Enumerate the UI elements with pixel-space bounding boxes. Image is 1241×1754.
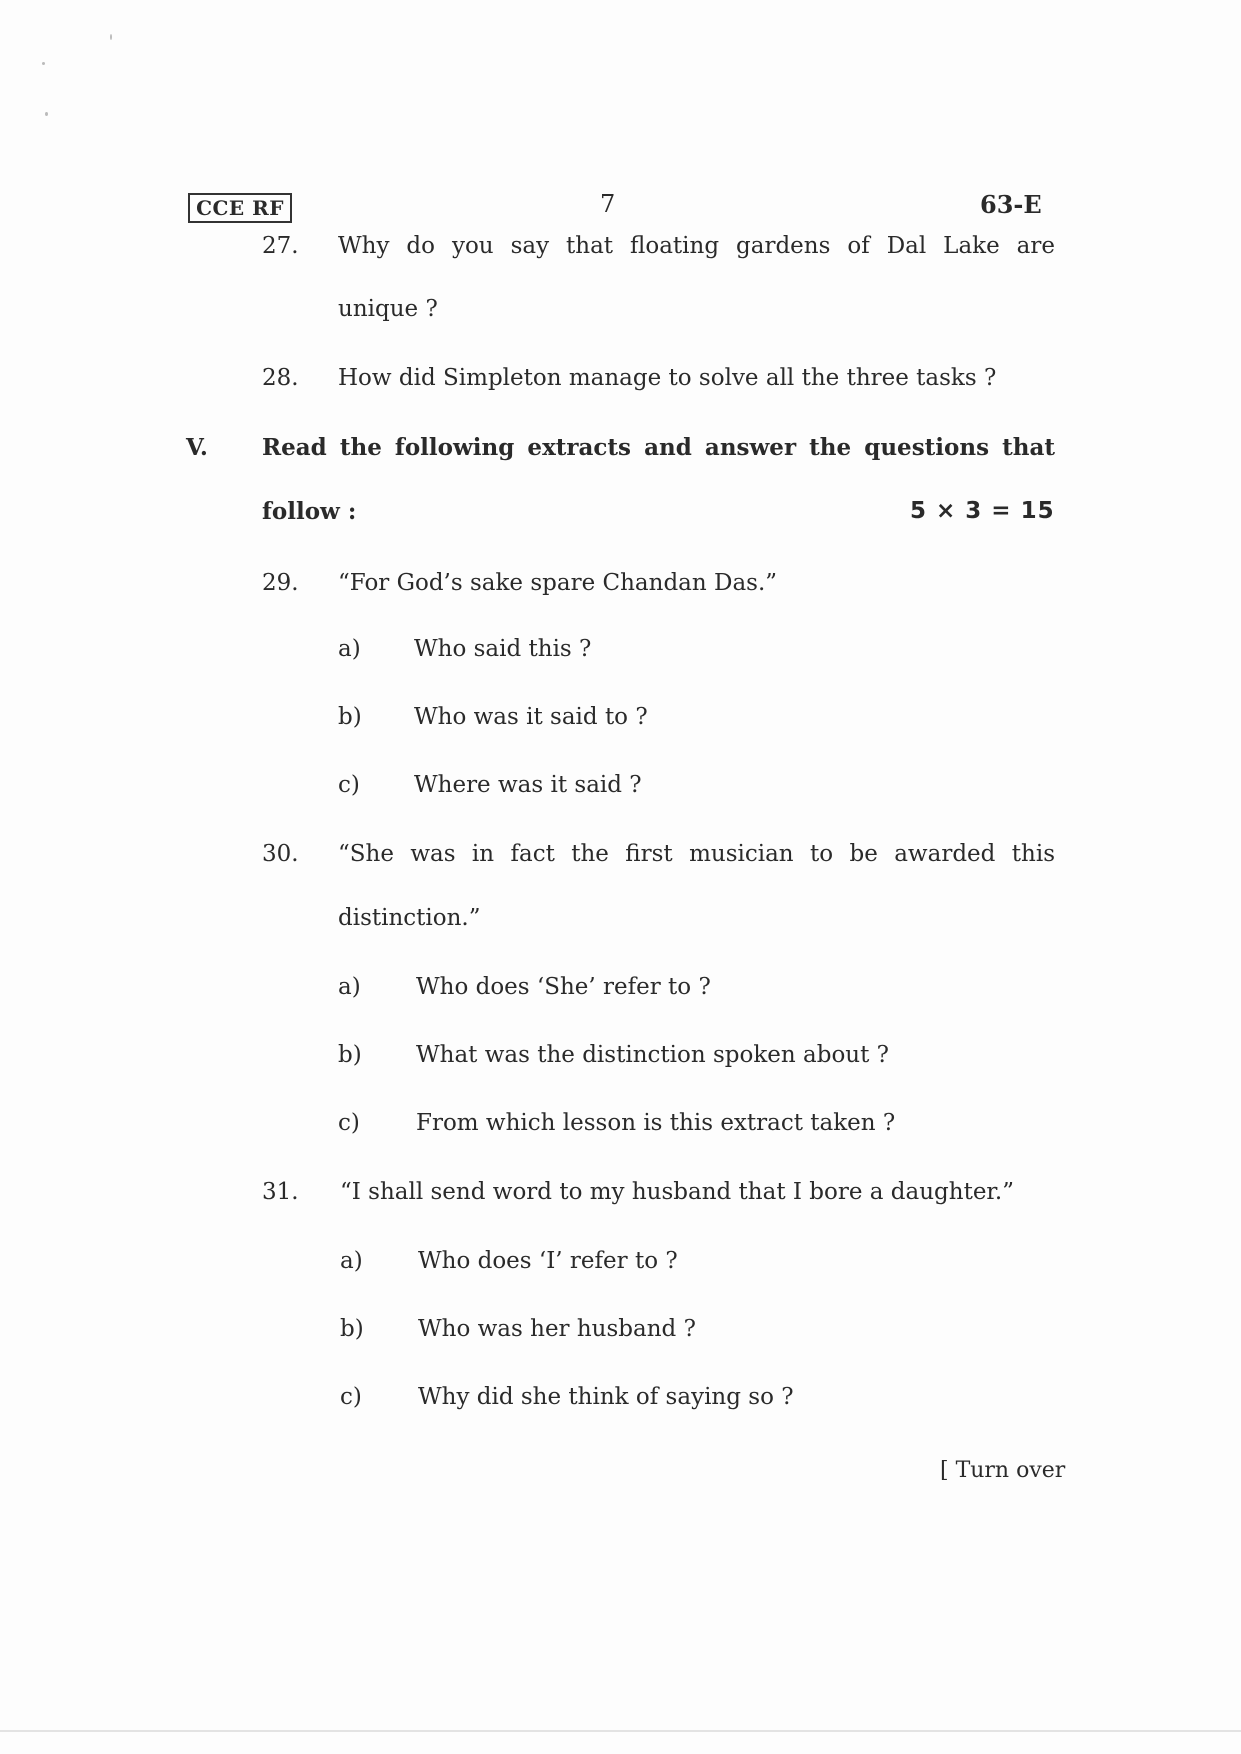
- question-number-31: 31.: [262, 1179, 299, 1205]
- sub-question-text: Who does ‘She’ refer to ?: [416, 974, 711, 1000]
- sub-question-text: Who said this ?: [414, 636, 592, 662]
- sub-question-label: b): [338, 1042, 362, 1068]
- sub-question-label: c): [338, 1110, 360, 1136]
- question-number-30: 30.: [262, 841, 299, 867]
- sub-question-text: Who was her husband ?: [418, 1316, 696, 1342]
- section-instruction-line-1: Read the following extracts and answer the questions that: [262, 434, 1055, 461]
- sub-question-text: Who does ‘I’ refer to ?: [418, 1248, 678, 1274]
- question-30-quote-line-2: distinction.”: [338, 905, 481, 931]
- sub-question-text: From which lesson is this extract taken ?: [416, 1110, 896, 1136]
- question-number-28: 28.: [262, 365, 299, 391]
- scan-speck: [42, 62, 45, 65]
- sub-question-label: a): [338, 974, 361, 1000]
- sub-question-label: a): [340, 1248, 363, 1274]
- sub-question-text: What was the distinction spoken about ?: [416, 1042, 889, 1068]
- question-27-line-2: unique ?: [338, 296, 438, 322]
- question-28-text: How did Simpleton manage to solve all the three tasks ?: [338, 365, 997, 391]
- sub-question-text: Why did she think of saying so ?: [418, 1384, 794, 1410]
- paper-code: 63-E: [980, 190, 1042, 219]
- question-number-29: 29.: [262, 570, 299, 596]
- section-numeral: V.: [186, 434, 208, 461]
- page-number: 7: [600, 190, 616, 218]
- paper-code-box: CCE RF: [188, 193, 292, 223]
- sub-question-label: a): [338, 636, 361, 662]
- section-marks: 5 × 3 = 15: [910, 498, 1055, 524]
- question-number-27: 27.: [262, 233, 299, 259]
- sub-question-text: Who was it said to ?: [414, 704, 648, 730]
- scan-edge-line: [0, 1730, 1241, 1732]
- sub-question-text: Where was it said ?: [414, 772, 642, 798]
- scan-speck: [110, 34, 112, 40]
- turn-over-note: [ Turn over: [940, 1458, 1066, 1483]
- question-29-quote: “For God’s sake spare Chandan Das.”: [338, 570, 778, 596]
- section-instruction-line-2: follow :: [262, 498, 357, 525]
- sub-question-label: b): [338, 704, 362, 730]
- question-27-line-1: Why do you say that floating gardens of Dal Lake are: [338, 233, 1055, 259]
- scan-speck: [45, 112, 48, 116]
- sub-question-label: c): [338, 772, 360, 798]
- sub-question-label: b): [340, 1316, 364, 1342]
- sub-question-label: c): [340, 1384, 362, 1410]
- question-31-quote: “I shall send word to my husband that I bore a daughter.”: [340, 1179, 1014, 1205]
- question-30-quote-line-1: “She was in fact the first musician to be awarded this: [338, 841, 1055, 867]
